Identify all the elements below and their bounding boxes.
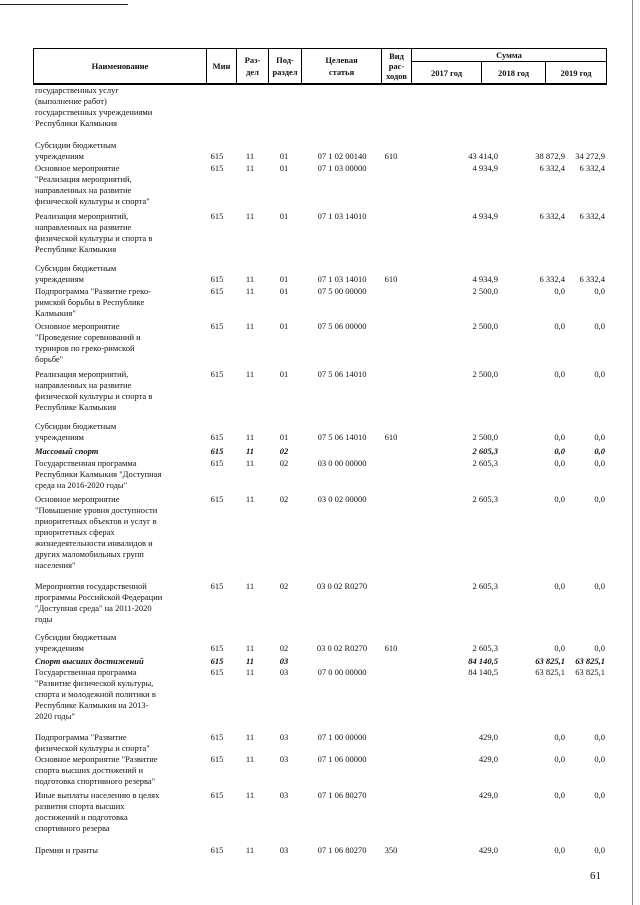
cell-v19: 63 825,1 (575, 667, 605, 677)
cell-min: 615 (210, 581, 224, 591)
cell-name: Премии и гранты (35, 845, 98, 855)
cell-pod: 02 (279, 643, 289, 653)
cell-min: 615 (210, 790, 224, 800)
cell-pod: 02 (279, 581, 289, 591)
cell-v18: 0,0 (554, 581, 565, 591)
header-2019: 2019 год (560, 68, 592, 78)
cell-v19: 6 332,4 (579, 163, 605, 173)
cell-v17: 2 605,3 (472, 581, 498, 591)
cell-v17: 429,0 (478, 845, 498, 855)
cell-raz: 11 (245, 274, 255, 284)
cell-cel: 07 1 03 00000 (317, 163, 367, 173)
cell-v18: 0,0 (554, 321, 565, 331)
cell-v19: 0,0 (594, 790, 605, 800)
cell-name: Мероприятия государственной программы Российской Федерации "Доступная среда" на 2011-2020 годы (35, 581, 163, 624)
cell-v19: 0,0 (594, 643, 605, 653)
cell-raz: 11 (245, 446, 255, 456)
cell-v17: 4 934,9 (472, 274, 498, 284)
cell-cel: 03 0 02 R0270 (316, 643, 368, 653)
cell-raz: 11 (245, 369, 255, 379)
cell-raz: 11 (245, 790, 255, 800)
cell-v17: 2 605,3 (472, 458, 498, 468)
cell-cel: 07 5 00 00000 (317, 286, 367, 296)
cell-v17: 2 500,0 (472, 321, 498, 331)
cell-pod: 01 (279, 321, 289, 331)
cell-v18: 6 332,4 (539, 211, 565, 221)
cell-min: 615 (210, 321, 224, 331)
cell-v18: 0,0 (554, 754, 565, 764)
cell-pod: 01 (279, 211, 289, 221)
cell-cel: 07 1 03 14010 (317, 274, 367, 284)
cell-min: 615 (210, 732, 224, 742)
cell-v17: 2 605,3 (472, 494, 498, 504)
cell-name: Подпрограмма "Развитие греко- римской борьбы в Республике Калмыкия" (35, 286, 151, 318)
cell-min: 615 (210, 754, 224, 764)
cell-v18: 0,0 (554, 446, 565, 456)
cell-name: Массовый спорт (35, 446, 99, 456)
cell-raz: 11 (245, 494, 255, 504)
cell-cel: 07 1 06 00000 (317, 754, 367, 764)
cell-cel: 07 5 06 14010 (317, 369, 367, 379)
cell-v18: 0,0 (554, 432, 565, 442)
cell-v18: 0,0 (554, 494, 565, 504)
cell-v19: 0,0 (594, 446, 605, 456)
cell-v18: 0,0 (554, 732, 565, 742)
cell-min: 615 (210, 458, 224, 468)
cell-name: Субсидии бюджетным учреждениям (35, 421, 117, 442)
cell-min: 615 (210, 151, 224, 161)
cell-pod: 02 (279, 458, 289, 468)
cell-name: Основное мероприятие "Повышение уровня доступности приоритетных объектов и услуг в приоритетных сферах жизнедеятельности инвалидов и других маломобильных групп населения" (35, 494, 158, 570)
cell-v17: 43 414,0 (468, 151, 498, 161)
cell-min: 615 (210, 643, 224, 653)
cell-vid: 610 (384, 643, 398, 653)
cell-name: государственных услуг (выполнение работ) государственных учреждениями Республики Калмыкия (35, 85, 153, 128)
cell-cel: 07 1 02 00140 (317, 151, 367, 161)
cell-pod: 02 (279, 494, 289, 504)
cell-v18: 63 825,1 (535, 667, 565, 677)
cell-min: 615 (210, 286, 224, 296)
header-min: Мин (207, 49, 237, 83)
cell-pod: 03 (279, 845, 289, 855)
cell-min: 615 (210, 446, 224, 456)
cell-cel: 07 1 06 80270 (317, 790, 367, 800)
cell-v19: 0,0 (594, 432, 605, 442)
cell-raz: 11 (245, 845, 255, 855)
header-vid: Вид рас- ходов (382, 49, 412, 83)
cell-v19: 0,0 (594, 581, 605, 591)
cell-v19: 6 332,4 (579, 274, 605, 284)
cell-v18: 0,0 (554, 458, 565, 468)
cell-vid: 610 (384, 432, 398, 442)
cell-v18: 0,0 (554, 286, 565, 296)
cell-cel: 03 0 02 00000 (317, 494, 367, 504)
cell-name: Основное мероприятие "Развитие спорта высших достижений и подготовка спортивного резерва" (35, 754, 158, 786)
cell-name: Основное мероприятие "Реализация мероприятий, направленных на развитие физической культуры и спорта" (35, 163, 150, 206)
header-2017: 2017 год (412, 61, 482, 85)
cell-min: 615 (210, 369, 224, 379)
cell-v17: 2 500,0 (472, 369, 498, 379)
cell-name: Реализация мероприятий, направленных на развитие физической культуры и спорта в Республике Калмыкия (35, 369, 153, 412)
cell-v17: 429,0 (478, 754, 498, 764)
cell-min: 615 (210, 163, 224, 173)
cell-v17: 429,0 (478, 790, 498, 800)
cell-v18: 63 825,1 (535, 656, 565, 666)
cell-name: Субсидии бюджетным учреждениям (35, 263, 117, 284)
cell-cel: 07 1 03 14010 (317, 211, 367, 221)
cell-cel: 03 0 02 R0270 (316, 581, 368, 591)
cell-name: Спорт высших достижений (35, 656, 144, 666)
cell-cel: 07 0 00 00000 (317, 667, 367, 677)
cell-cel: 07 5 06 14010 (317, 432, 367, 442)
cell-raz: 11 (245, 163, 255, 173)
cell-cel: 07 1 06 80270 (317, 845, 367, 855)
cell-v19: 63 825,1 (575, 656, 605, 666)
scan-edge-line (632, 0, 633, 905)
cell-raz: 11 (245, 211, 255, 221)
cell-v17: 84 140,5 (468, 656, 498, 666)
header-2018: 2018 год (482, 61, 546, 85)
cell-v18: 6 332,4 (539, 274, 565, 284)
cell-v19: 6 332,4 (579, 211, 605, 221)
cell-name: Основное мероприятие "Проведение соревнований и турниров по греко-римской борьбе" (35, 321, 141, 364)
cell-pod: 03 (279, 790, 289, 800)
cell-v19: 0,0 (594, 494, 605, 504)
cell-pod: 01 (279, 163, 289, 173)
cell-v18: 0,0 (554, 845, 565, 855)
cell-vid: 610 (384, 274, 398, 284)
header-name: Наименование (34, 49, 207, 83)
cell-v17: 429,0 (478, 732, 498, 742)
cell-name: Подпрограмма "Развитие физической культуры и спорта" (35, 732, 150, 753)
header-summa-group (412, 49, 606, 83)
cell-cel: 07 5 06 00000 (317, 321, 367, 331)
cell-pod: 03 (279, 732, 289, 742)
cell-raz: 11 (245, 458, 255, 468)
header-razdel: Раз- дел (237, 49, 269, 83)
table-header (33, 48, 607, 85)
cell-raz: 11 (245, 581, 255, 591)
cell-v17: 2 500,0 (472, 286, 498, 296)
cell-name: Иные выплаты населению в целях развития спорта высших достижений и подготовка спортивного резерва (35, 790, 160, 833)
cell-v18: 0,0 (554, 790, 565, 800)
cell-raz: 11 (245, 643, 255, 653)
cell-pod: 03 (279, 656, 289, 666)
cell-pod: 01 (279, 274, 289, 284)
page-number: 61 (590, 870, 601, 882)
cell-min: 615 (210, 656, 224, 666)
header-summa: Сумма (412, 49, 606, 62)
cell-name: Субсидии бюджетным учреждениям (35, 632, 117, 653)
header-podrazdel: Под- раздел (269, 49, 302, 83)
cell-v19: 0,0 (594, 321, 605, 331)
cell-raz: 11 (245, 656, 255, 666)
cell-raz: 11 (245, 286, 255, 296)
header-celevaya: Целевая статья (302, 49, 382, 83)
cell-pod: 01 (279, 369, 289, 379)
cell-v19: 34 272,9 (575, 151, 605, 161)
cell-name: Государственная программа Республики Калмыкия "Доступная среда на 2016-2020 годы" (35, 458, 162, 490)
cell-v19: 0,0 (594, 458, 605, 468)
cell-min: 615 (210, 845, 224, 855)
cell-raz: 11 (245, 667, 255, 677)
cell-v19: 0,0 (594, 845, 605, 855)
cell-raz: 11 (245, 754, 255, 764)
cell-name: Государственная программа "Развитие физической культуры, спорта и молодежной политики в Республике Калмыкия на 2013- 2020 годы" (35, 667, 156, 721)
top-rule (0, 4, 128, 5)
cell-min: 615 (210, 494, 224, 504)
cell-v18: 0,0 (554, 369, 565, 379)
cell-cel: 03 0 00 00000 (317, 458, 367, 468)
cell-name: Реализация мероприятий, направленных на развитие физической культуры и спорта в Республике Калмыкия (35, 211, 153, 254)
cell-v19: 0,0 (594, 754, 605, 764)
cell-pod: 03 (279, 754, 289, 764)
cell-v17: 2 605,3 (472, 643, 498, 653)
cell-pod: 02 (279, 446, 289, 456)
cell-vid: 610 (384, 151, 398, 161)
cell-v18: 0,0 (554, 643, 565, 653)
cell-v19: 0,0 (594, 369, 605, 379)
cell-v17: 84 140,5 (468, 667, 498, 677)
cell-min: 615 (210, 432, 224, 442)
cell-raz: 11 (245, 151, 255, 161)
cell-name: Субсидии бюджетным учреждениям (35, 140, 117, 161)
cell-pod: 03 (279, 667, 289, 677)
cell-pod: 01 (279, 432, 289, 442)
cell-v17: 4 934,9 (472, 211, 498, 221)
cell-v17: 4 934,9 (472, 163, 498, 173)
cell-min: 615 (210, 211, 224, 221)
cell-min: 615 (210, 667, 224, 677)
cell-vid: 350 (384, 845, 398, 855)
cell-v17: 2 605,3 (472, 446, 498, 456)
cell-v18: 38 872,9 (535, 151, 565, 161)
cell-raz: 11 (245, 321, 255, 331)
cell-min: 615 (210, 274, 224, 284)
cell-pod: 01 (279, 151, 289, 161)
cell-raz: 11 (245, 732, 255, 742)
cell-v19: 0,0 (594, 286, 605, 296)
cell-v19: 0,0 (594, 732, 605, 742)
cell-v18: 6 332,4 (539, 163, 565, 173)
cell-cel: 07 1 00 00000 (317, 732, 367, 742)
cell-v17: 2 500,0 (472, 432, 498, 442)
cell-pod: 01 (279, 286, 289, 296)
cell-raz: 11 (245, 432, 255, 442)
